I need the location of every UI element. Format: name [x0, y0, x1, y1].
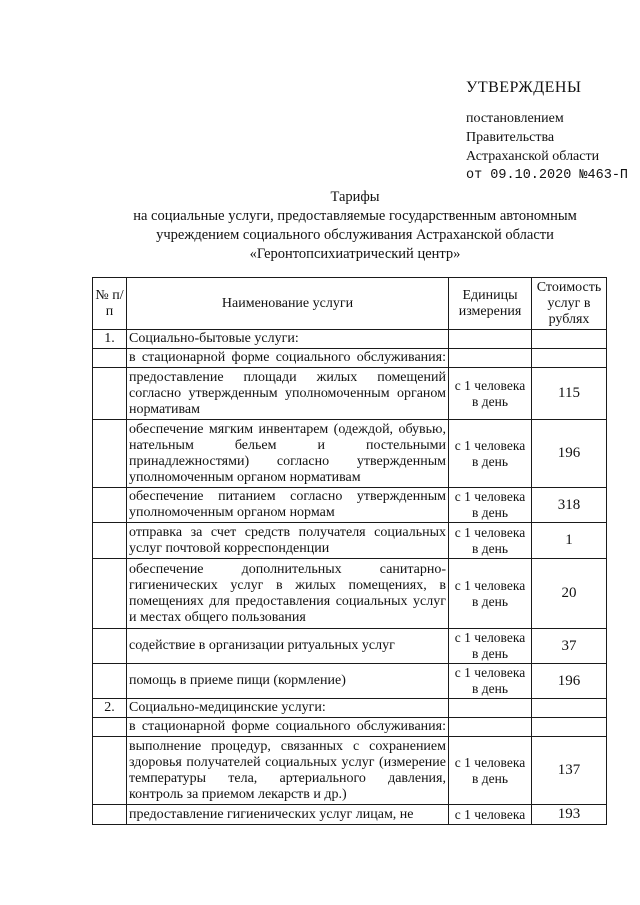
service-name: обеспечение мягким инвентарем (одеждой, обувью, нательным бельем и постельными принадлежностями) согласно утвержденным уполномоченным органом нормативам: [127, 420, 449, 488]
service-price: 193: [532, 805, 607, 825]
table-row: [93, 805, 607, 825]
table-row: [93, 664, 607, 699]
service-unit: с 1 человека в день: [449, 737, 532, 805]
form-row: [93, 349, 607, 368]
approval-heading: УТВЕРЖДЕНЫ: [466, 79, 582, 96]
section-title: Социально-бытовые услуги:: [127, 330, 449, 349]
table-row: [93, 629, 607, 664]
service-unit: с 1 человека: [449, 805, 532, 825]
service-price: 1: [532, 523, 607, 559]
service-unit: с 1 человека в день: [449, 523, 532, 559]
approval-line: постановлением: [466, 111, 564, 126]
title-line: учреждением социального обслуживания Астраханской области: [156, 227, 554, 243]
table-row: [93, 737, 607, 805]
service-name: помощь в приеме пищи (кормление): [127, 664, 449, 699]
table-row: [93, 523, 607, 559]
table-header-row: [93, 278, 607, 330]
header-unit: Единицы измерения: [449, 278, 532, 330]
header-num: № п/п: [93, 278, 127, 330]
service-unit: с 1 человека в день: [449, 488, 532, 523]
table-row: [93, 420, 607, 488]
title-line: «Геронтопсихиатрический центр»: [249, 246, 461, 262]
section-row: [93, 330, 607, 349]
table-row: [93, 488, 607, 523]
title-line: на социальные услуги, предоставляемые государственным автономным: [133, 208, 577, 224]
section-number: 2.: [93, 699, 127, 718]
form-row: [93, 718, 607, 737]
service-price: 196: [532, 420, 607, 488]
service-name: выполнение процедур, связанных с сохранением здоровья получателей социальных услуг (измерение температуры тела, артериального давления, контроль за приемом лекарств и др.): [127, 737, 449, 805]
header-price: Стоимость услуг в рублях: [532, 278, 607, 330]
section-number: 1.: [93, 330, 127, 349]
service-unit: с 1 человека в день: [449, 368, 532, 420]
header-name: Наименование услуги: [127, 278, 449, 330]
approval-line: Астраханской области: [466, 149, 600, 164]
section-row: [93, 699, 607, 718]
service-unit: с 1 человека в день: [449, 664, 532, 699]
service-name: содействие в организации ритуальных услуг: [127, 629, 449, 664]
table-row: [93, 368, 607, 420]
service-price: 115: [532, 368, 607, 420]
service-unit: с 1 человека в день: [449, 629, 532, 664]
document-title: [95, 188, 615, 264]
tariffs-table: [92, 277, 607, 825]
service-name: обеспечение питанием согласно утвержденным уполномоченным органом нормам: [127, 488, 449, 523]
service-name: предоставление площади жилых помещений согласно утвержденным уполномоченным органом нормативам: [127, 368, 449, 420]
service-price: 318: [532, 488, 607, 523]
approval-line: Правительства: [466, 130, 555, 145]
service-unit: с 1 человека в день: [449, 420, 532, 488]
service-price: 37: [532, 629, 607, 664]
table-row: [93, 559, 607, 629]
service-price: 20: [532, 559, 607, 629]
title-line: Тарифы: [330, 189, 380, 205]
section-title: Социально-медицинские услуги:: [127, 699, 449, 718]
approval-date: от 09.10.2020 №463-П: [466, 168, 629, 183]
service-unit: с 1 человека в день: [449, 559, 532, 629]
service-name: отправка за счет средств получателя социальных услуг почтовой корреспонденции: [127, 523, 449, 559]
service-price: 196: [532, 664, 607, 699]
service-name: предоставление гигиенических услуг лицам, не: [127, 805, 449, 825]
form-label: в стационарной форме социального обслуживания:: [127, 349, 449, 368]
service-price: 137: [532, 737, 607, 805]
service-name: обеспечение дополнительных санитарно-гигиенических услуг в жилых помещениях, в помещениях для предоставления социальных услуг и местах общего пользования: [127, 559, 449, 629]
form-label: в стационарной форме социального обслуживания:: [127, 718, 449, 737]
approval-block: [466, 78, 636, 185]
